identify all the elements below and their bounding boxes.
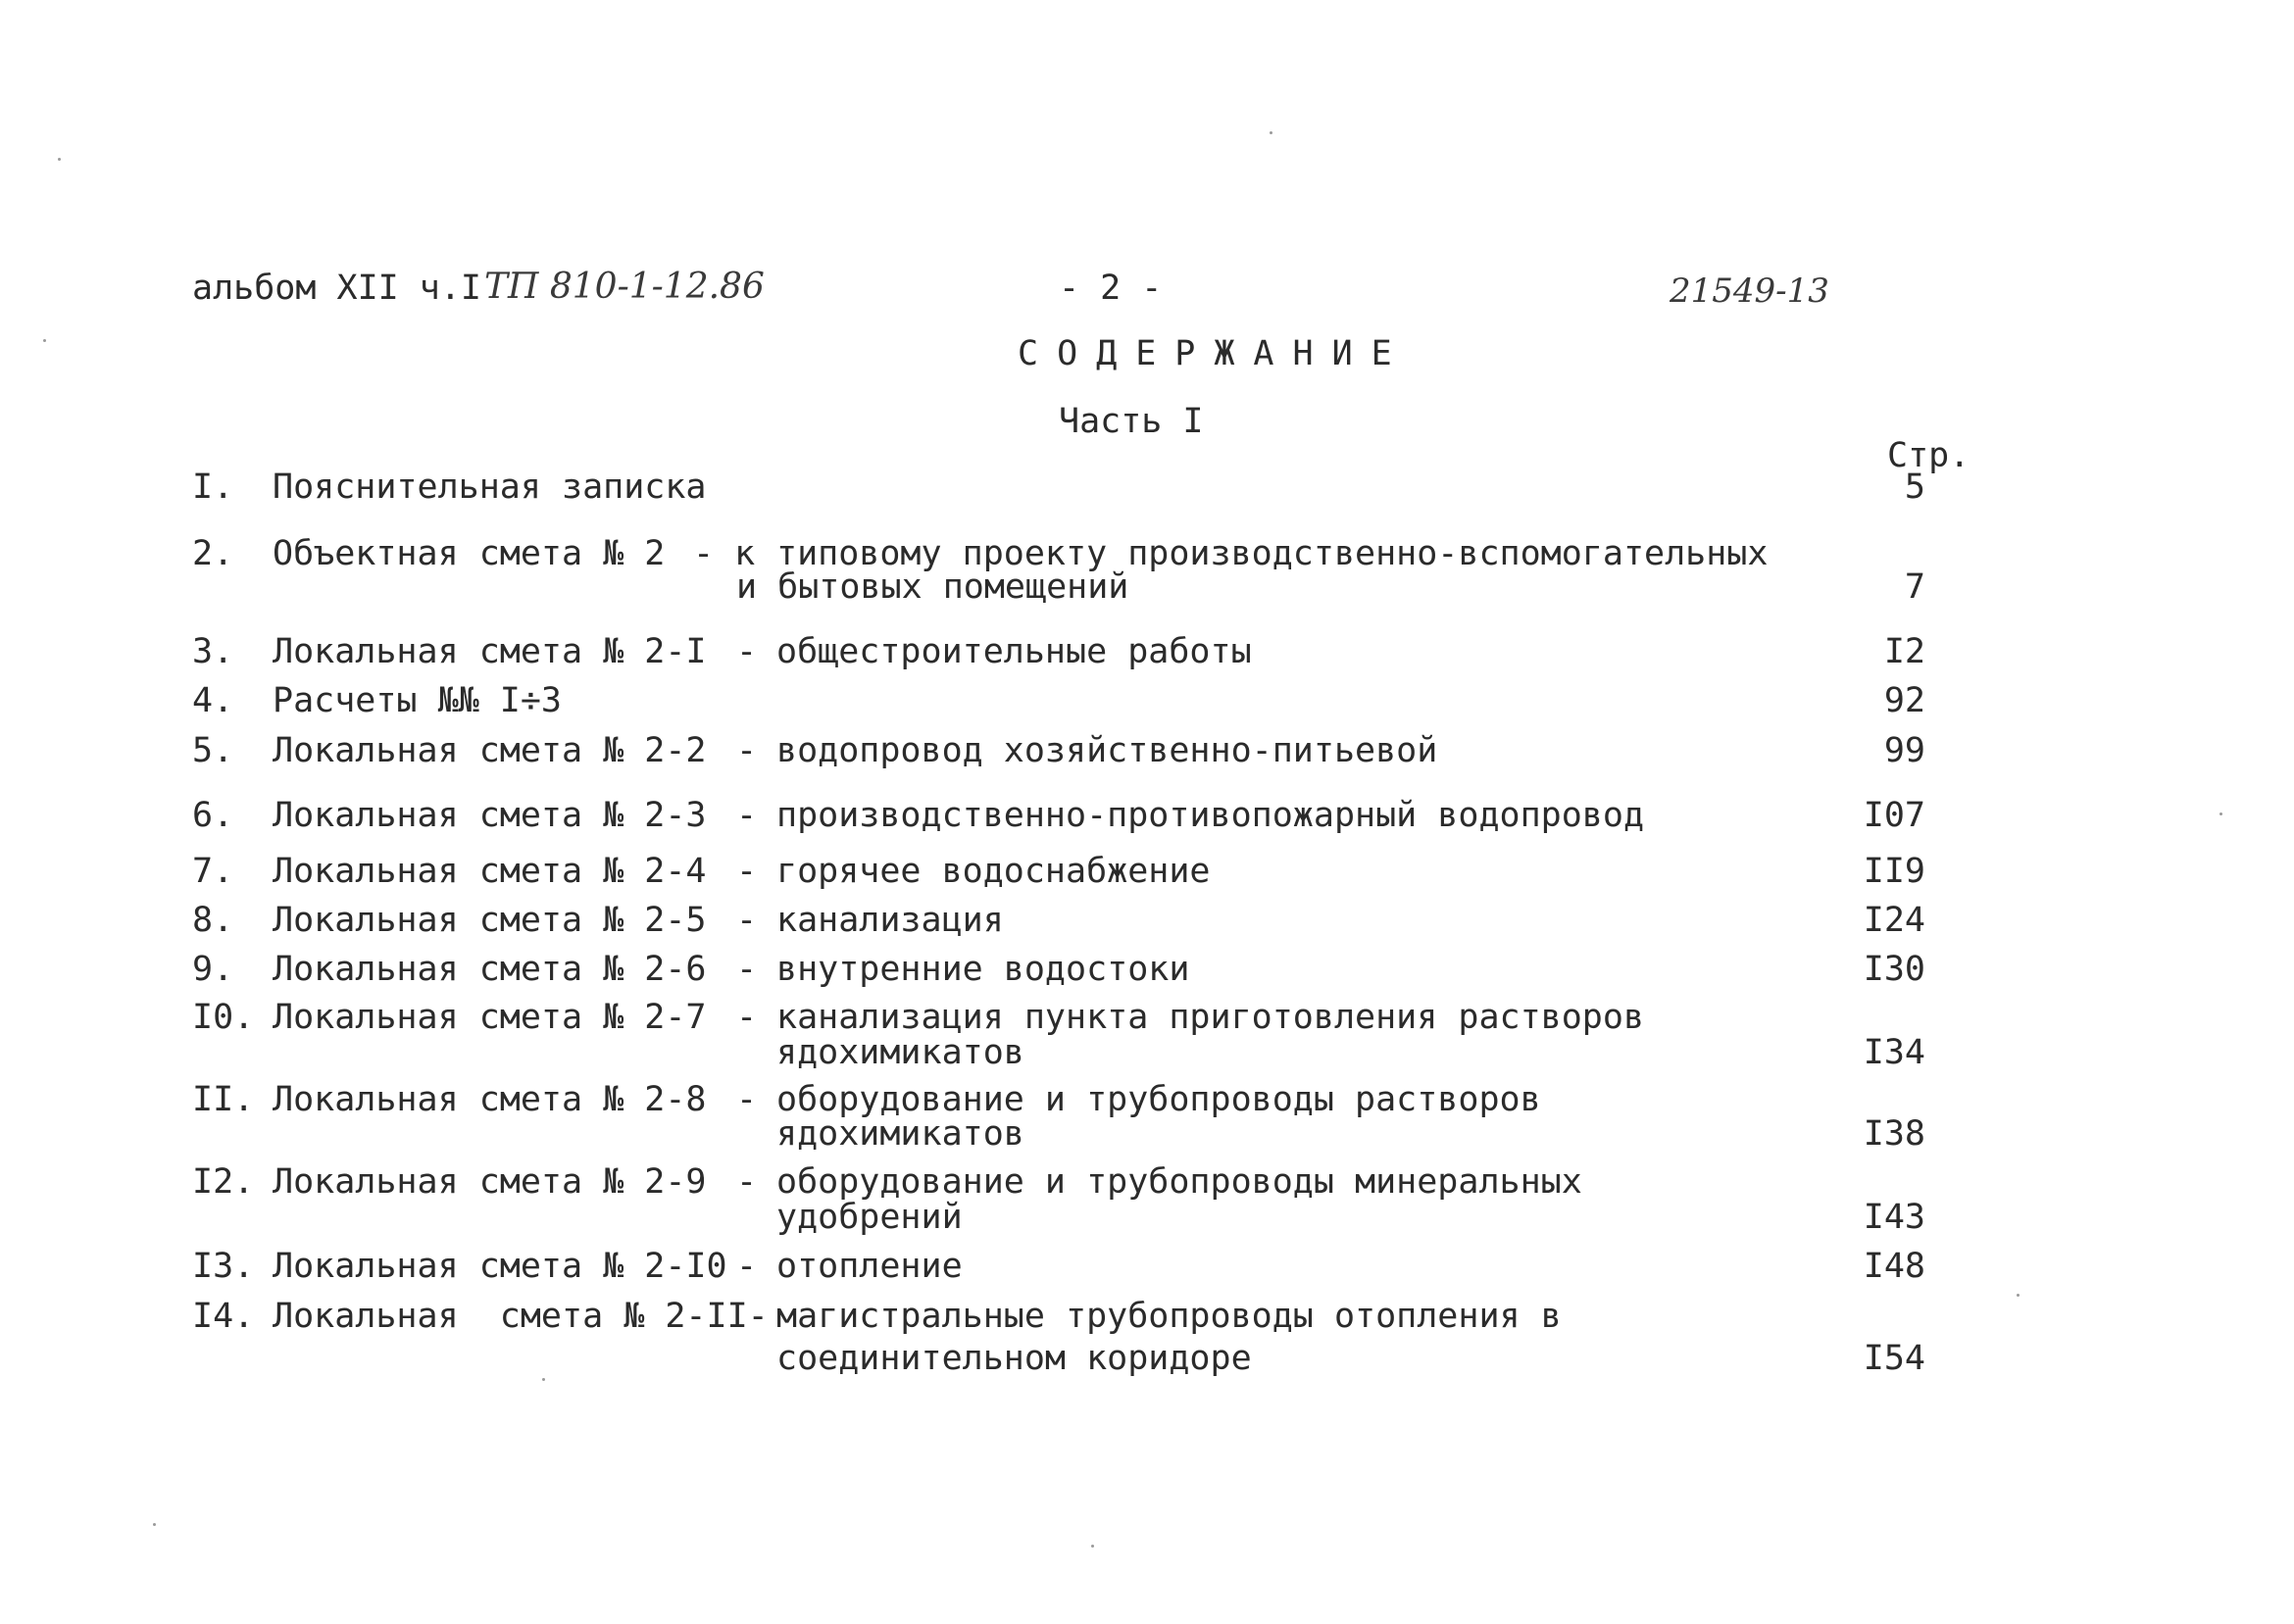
item-description: общестроительные работы [776, 632, 1252, 671]
item-name: Локальная смета № 2-5 [273, 901, 707, 940]
scan-speck [2219, 812, 2222, 815]
project-code-handwritten: ТП 810-1-12.86 [484, 267, 765, 307]
item-page: I43 [1863, 1198, 1925, 1237]
scan-speck [2017, 1294, 2020, 1297]
item-number: 2. [192, 534, 234, 573]
item-number: I2. [192, 1162, 255, 1202]
item-name: Локальная смета № 2-2 [273, 731, 707, 770]
scan-speck [1270, 131, 1272, 134]
item-description: производственно-противопожарный водопровод [776, 796, 1645, 835]
item-name: Локальная смета № 2-6 [273, 950, 707, 989]
item-number: I0. [192, 998, 255, 1037]
item-number: I. [192, 468, 234, 507]
item-dash: - [736, 1080, 758, 1119]
item-page: 92 [1883, 681, 1925, 720]
item-page: 5 [1904, 468, 1925, 507]
item-page: II9 [1863, 852, 1925, 891]
item-description: канализация пункта приготовления растворов [776, 998, 1645, 1037]
item-name: Локальная смета № 2-9 [273, 1162, 707, 1202]
document-code-handwritten: 21549-13 [1670, 271, 1829, 311]
item-description-continued: ядохимикатов [776, 1114, 1024, 1154]
item-name: Локальная смета № 2-I [273, 632, 707, 671]
page-column-label: Стр. [1887, 436, 1970, 475]
item-name: Локальная смета № 2-I0 [273, 1247, 727, 1286]
item-page: I07 [1863, 796, 1925, 835]
item-number: II. [192, 1080, 255, 1119]
page-number: - 2 - [1059, 269, 1163, 308]
item-name: Локальная смета № 2-8 [273, 1080, 707, 1119]
item-dash: - к [693, 534, 756, 573]
item-number: 9. [192, 950, 234, 989]
item-description: горячее водоснабжение [776, 852, 1211, 891]
item-name: Объектная смета № 2 [273, 534, 666, 573]
item-name: Пояснительная записка [273, 468, 707, 507]
item-dash: - [736, 901, 758, 940]
item-number: I4. [192, 1297, 255, 1336]
item-name: Локальная смета № 2-II- [273, 1297, 769, 1336]
item-number: 6. [192, 796, 234, 835]
item-page: I48 [1863, 1247, 1925, 1286]
item-page: I2 [1883, 632, 1925, 671]
item-page: 7 [1904, 567, 1925, 607]
item-number: 3. [192, 632, 234, 671]
item-dash: - [736, 731, 758, 770]
scan-speck [542, 1378, 545, 1381]
item-description: магистральные трубопроводы отопления в [776, 1297, 1562, 1336]
item-description: водопровод хозяйственно-питьевой [776, 731, 1438, 770]
item-description: отопление [776, 1247, 963, 1286]
item-number: 4. [192, 681, 234, 720]
item-description: канализация [776, 901, 1004, 940]
item-dash: - [736, 950, 758, 989]
item-description: типовому проекту производственно-вспомогательных [776, 534, 1769, 573]
item-name: Расчеты №№ I÷3 [273, 681, 563, 720]
scan-speck [1091, 1545, 1094, 1548]
item-description-continued: удобрений [776, 1198, 963, 1237]
item-number: 5. [192, 731, 234, 770]
part-heading: Часть I [1059, 402, 1204, 441]
item-description-continued: и бытовых помещений [736, 567, 1129, 607]
item-description: оборудование и трубопроводы растворов [776, 1080, 1541, 1119]
item-dash: - [736, 852, 758, 891]
item-description: внутренние водостоки [776, 950, 1190, 989]
item-description-continued: соединительном коридоре [776, 1339, 1252, 1378]
item-page: I54 [1863, 1339, 1925, 1378]
item-dash: - [736, 632, 758, 671]
item-number: I3. [192, 1247, 255, 1286]
item-page: I24 [1863, 901, 1925, 940]
item-page: I34 [1863, 1033, 1925, 1072]
item-dash: - [736, 1162, 758, 1202]
item-number: 8. [192, 901, 234, 940]
scan-speck [58, 158, 61, 161]
item-description-continued: ядохимикатов [776, 1033, 1024, 1072]
item-page: I38 [1863, 1114, 1925, 1154]
scan-speck [43, 339, 46, 342]
item-page: 99 [1883, 731, 1925, 770]
item-name: Локальная смета № 2-3 [273, 796, 707, 835]
item-name: Локальная смета № 2-7 [273, 998, 707, 1037]
album-label: альбом XII ч.I [192, 269, 482, 308]
contents-title: СОДЕРЖАНИЕ [1018, 334, 1411, 373]
item-dash: - [736, 998, 758, 1037]
scan-speck [153, 1523, 156, 1526]
item-number: 7. [192, 852, 234, 891]
item-dash: - [736, 1247, 758, 1286]
item-page: I30 [1863, 950, 1925, 989]
item-dash: - [736, 796, 758, 835]
item-description: оборудование и трубопроводы минеральных [776, 1162, 1582, 1202]
item-name: Локальная смета № 2-4 [273, 852, 707, 891]
